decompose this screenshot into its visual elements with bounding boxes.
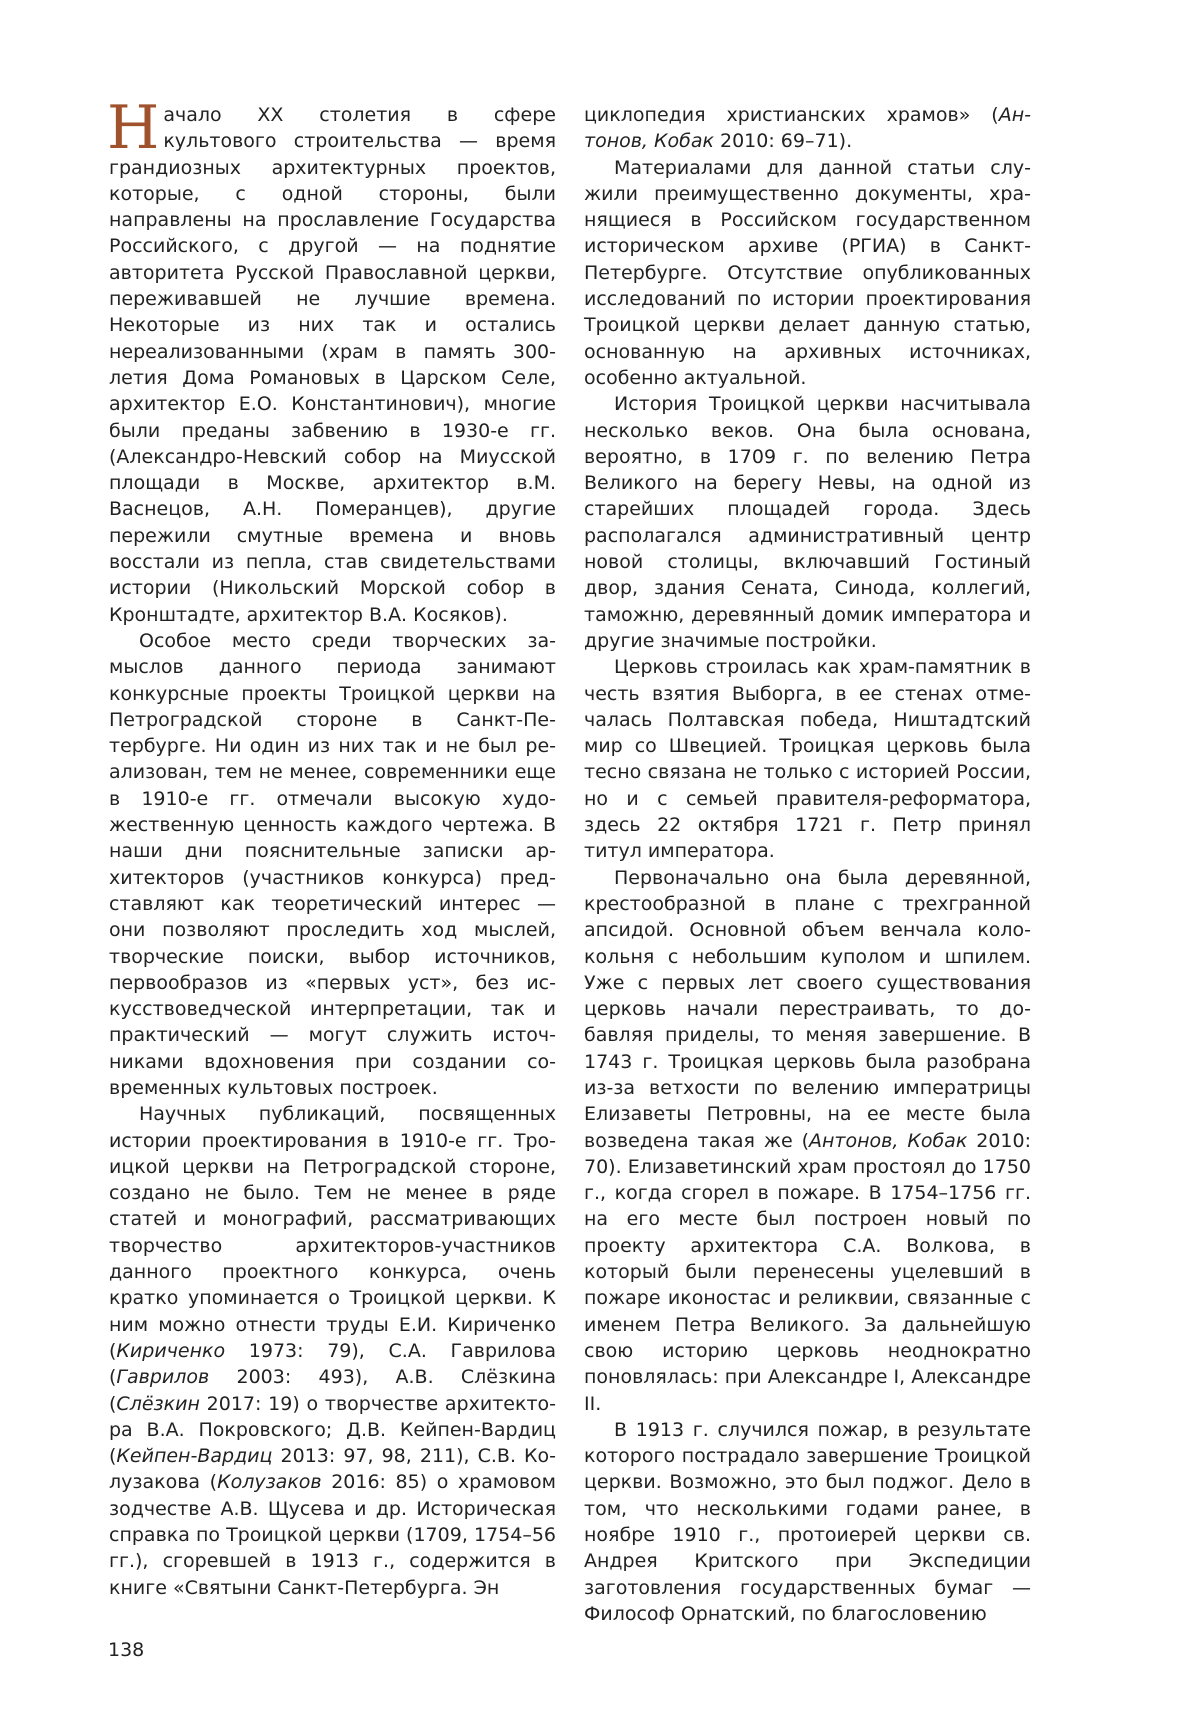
text-run: циклопедия христианских храмов» (: [584, 104, 999, 126]
paragraph-fire: В 1913 г. случился пожар, в результате которого пострадало завершение Троицкой церкви. Возможно, это был поджог. Дело в том, что несколькими годами ранее, в ноябре 1910 г., протоиерей церкви св. Андрея Критского при Экспедиции заготовления государственных бумаг — Философ Орнатский, по благословению: [584, 1418, 1031, 1625]
paragraph-sources: Материалами для данной статьи служили преимущественно документы, хранящиеся в Российском государственном историческом архиве (РГИА) в Санкт-Петербурге. Отсутствие опубликованных исследований по истории проектирования Троицкой церкви делает данную статью, основанную на архивных источниках, особенно актуальной.: [584, 156, 1031, 389]
left-column: [107, 93, 556, 1601]
text-run: 2017: 19) о творчестве архитектора В.А. Покровского; Д.В. Кейпен-Вардиц (: [109, 1392, 556, 1468]
text-run: 1973: 79), С.А. Гаврилова (: [109, 1339, 556, 1389]
citation-author: Антонов, Кобак: [809, 1129, 968, 1152]
paragraph-memorial: Церковь строилась как храм-памятник в честь взятия Выборга, в ее стенах отмечалась Полтавская победа, Ништадтский мир со Швецией. Троицкая церковь была тесно связана не только с историей России, но и с семьей правителя-реформатора, здесь 22 октября 1721 г. Петр принял титул императора.: [584, 656, 1031, 863]
paragraph-continued: [584, 102, 1031, 155]
citation-author: Гаврилов: [116, 1366, 210, 1389]
text-run: Научных публикаций, посвященных истории проектирования в 1910-е гг. Троицкой церкви на Петроградской стороне, создано не было. Тем не менее в ряде статей и монографий, рассматривающих творчество архитекторов-участников данного проектного конкурса, очень кратко упоминается о Троицкой церкви. К ним можно отнести труды Е.И. Кириченко (: [109, 1103, 556, 1362]
text-run: 2003: 493), А.В. Слёзкина (: [109, 1366, 556, 1415]
citation-author: Слёзкин: [116, 1392, 200, 1415]
drop-cap: Н: [107, 93, 160, 163]
paragraph-1-text: ачало XX столетия в сфере культового строительства — время грандиозных архитектурных проектов, которые, с одной стороны, были направлены на прославление Государства Российского, с другой — на поднятие авторитета Русской Православной церкви, переживавшей не лучшие времена. Некоторые из них так и остались нереализованными (храм в память 300-летия Дома Романовых в Царском Селе, архитектор Е.О. Константинович), многие были преданы забвению в 1930-е гг. (Александро-Невский собор на Миусской площади в Москве, архитектор в.М. Васнецов, А.Н. Померанцев), другие пережили смутные времена и вновь восстали из пепла, став свидетельствами истории (Никольский Морской собор в Кронштадте, архитектор В.А. Косяков).: [109, 104, 556, 626]
citation-author: Кейпен-Вардиц: [116, 1445, 273, 1468]
text-run: Первоначально она была деревянной, крестообразной в плане с трехгранной апсидой. Основной объем венчала колокольня с небольшим куполом и шпилем. Уже с первых лет своего существования церковь начали перестраивать, то добавляя приделы, то меняя завершение. В 1743 г. Троицкая церковь была разобрана из-за ветхости по велению императрицы Елизаветы Петровны, на ее месте была возведена такая же (: [584, 866, 1031, 1152]
paragraph-architecture: [584, 865, 1031, 1417]
text-run: 2016: 85) о храмовом зодчестве А.В. Щусева и др. Историческая справка по Троицкой церкви (1709, 1754–56 гг.), сгоревшей в 1913 г., содержится в книге «Святыни Санкт-Петербурга. Эн: [109, 1471, 556, 1599]
paragraph-history: История Троицкой церкви насчитывала несколько веков. Она была основана, вероятно, в 1709 г. по велению Петра Великого на берегу Невы, на одной из старейших площадей города. Здесь располагался административный центр новой столицы, включавший Гостиный двор, здания Сената, Синода, коллегий, таможню, деревянный домик императора и другие значимые постройки.: [584, 393, 1031, 652]
paragraph-3: [109, 1101, 556, 1601]
text-run: 2013: 97, 98, 211), С.В. Колузакова (: [109, 1445, 556, 1494]
citation-author: Кириченко: [116, 1339, 226, 1362]
citation-author: Колузаков: [217, 1471, 322, 1494]
right-column: [584, 102, 1031, 1627]
paragraph-2: Особое место среди творческих замыслов данного периода занимают конкурсные проекты Троицкой церкви на Петроградской стороне в Санкт-Петербурге. Ни один из них так и не был реализован, тем не менее, современники еще в 1910-е гг. отмечали высокую художественную ценность каждого чертежа. В наши дни пояснительные записки архитекторов (участников конкурса) представляют как теоретический интерес — они позволяют проследить ход мыслей, творческие поиски, выбор источников, первообразов из «первых уст», без искусствоведческой интерпретации, так и практический — могут служить источниками вдохновения при создании современных культовых построек.: [109, 629, 556, 1099]
citation-author: Антонов, Кобак: [584, 104, 1031, 153]
paragraph-1: [107, 93, 556, 628]
page-number: 138: [108, 1639, 145, 1661]
text-run: 2010: 69–71).: [713, 130, 853, 153]
text-run: 2010: 70). Елизаветинский храм простоял до 1750 г., когда сгорел в пожаре. В 1754–1756 гг. на его месте был построен новый по проекту архитектора С.А. Волкова, в который были перенесены уцелевший в пожаре иконостас и реликвии, связанные с именем Петра Великого. За дальнейшую свою историю церковь неоднократно поновлялась: при Александре I, Александре II.: [584, 1129, 1032, 1415]
